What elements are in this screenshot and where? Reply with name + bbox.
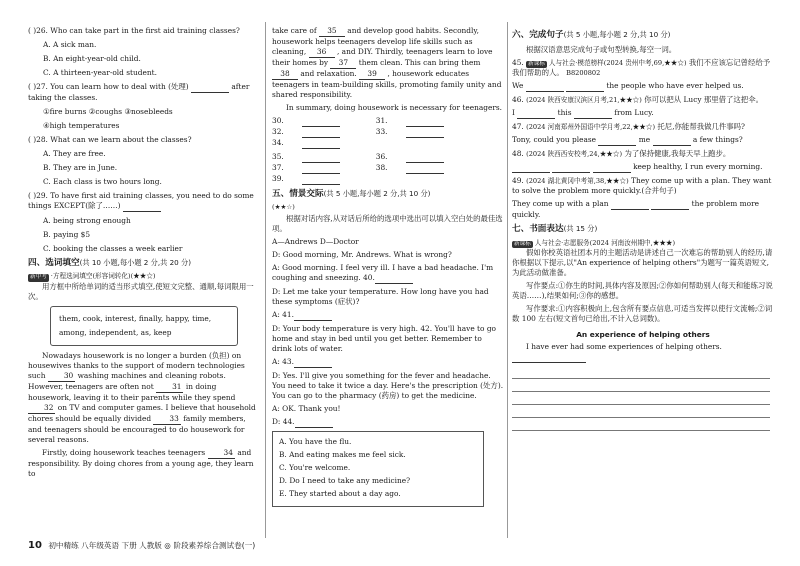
section-title: 五、情景交际(共 5 小题,每小题 2 分,共 10 分) xyxy=(272,188,431,199)
section-title: 七、书面表达(共 15 分) xyxy=(512,223,598,234)
footer-text: 初中精练 八年级英语 下册 人教版 ◎ 阶段素养综合测试卷(一) xyxy=(48,540,256,550)
answer-blank[interactable]: 39 xyxy=(359,69,385,80)
dialog-line: A: Good morning. I feel very ill. I have a bad headache. I'm coughing and sneezing. 40. xyxy=(272,263,494,283)
question-46-english: I this from Lucy. xyxy=(512,108,654,118)
dialog-roles: A—Andrews D—Doctor xyxy=(272,237,359,247)
question-47: 47. (2024 河南郑州外国语中学月考,22,★★☆) 托尼,你能帮我做几件事吗? xyxy=(512,122,746,132)
writing-line[interactable] xyxy=(512,418,770,431)
answer-blank[interactable] xyxy=(294,357,332,368)
answer-slot[interactable]: 31. xyxy=(376,116,462,127)
answer-slot[interactable]: 37. xyxy=(272,163,358,174)
option: C. Each class is two hours long. xyxy=(43,176,162,186)
dialog-line: D: Your body temperature is very high. 42. You'll have to go home and stay in bed until you get better. Remember to drink lots of water. xyxy=(272,324,497,354)
answer-slot[interactable]: 35. xyxy=(272,152,358,163)
answer-blank[interactable]: 37 xyxy=(330,58,356,69)
answer-blank[interactable] xyxy=(653,135,691,146)
answer-blank[interactable] xyxy=(566,81,604,92)
answer-slot[interactable]: 39. xyxy=(272,174,358,185)
passage-paragraph: In summary, doing housework is necessary for teenagers. xyxy=(286,102,503,112)
answer-blank[interactable]: 35 xyxy=(319,26,345,37)
passage-paragraph: take care of 35 and develop good habits. Secondly, housework helps teenagers develop life skills such as cleaning, 36 , and DIY. Thirdly, teenagers learn to love their homes by 37 them clean. This can bring them 38 and relaxation. 39 , housework educates teenagers in team-building skills, promoting family unity and shared responsibility. xyxy=(272,26,502,99)
answer-slot[interactable]: 30. xyxy=(272,116,358,127)
section-tag-line: 新中考 ·方程选词填空(形容词转化)(★★☆) xyxy=(30,272,156,281)
section-tag-line: 新课标 人与社会·志愿服务(2024 河南汝州期中,★★★) xyxy=(514,238,676,247)
answer-blank[interactable]: 34 xyxy=(208,448,235,459)
choice-option: B. And eating makes me feel sick. xyxy=(279,449,406,459)
answer-blank[interactable] xyxy=(123,201,161,212)
column-divider xyxy=(265,22,266,538)
answer-blank[interactable]: 33 xyxy=(153,414,180,425)
answer-row xyxy=(272,152,504,185)
difficulty-stars: (★★☆) xyxy=(272,203,295,212)
writing-line[interactable] xyxy=(512,366,770,379)
writing-prompt: 假如你校英语社团本月的主题活动是讲述自己一次难忘的帮助别人的经历,请你根据以下提示,以"An experience of helping others"为题写一篇英语短文,为此活动做准备。 xyxy=(512,248,773,278)
choice-option: A. You have the flu. xyxy=(279,436,352,446)
question-28: ( )28. What can we learn about the classes? xyxy=(28,134,192,144)
question-45-english: We the people who have ever helped us. xyxy=(512,81,744,91)
option: B. paying $5 xyxy=(43,229,91,239)
answer-slot[interactable]: 38. xyxy=(376,163,462,174)
dialog-line: D: Let me take your temperature. How long have you had these symptoms (症状)? xyxy=(272,287,489,307)
column-right xyxy=(512,26,774,431)
dialog-line: D: Yes. I'll give you something for the fever and headache. You need to take it twice a day. Here's the prescription (处方). You can go to the pharmacy (药房) to get the medicine. xyxy=(272,371,504,401)
dialog-line: D: 44. xyxy=(272,417,504,428)
question-29: ( )29. To have first aid training classes, you need to do some things EXCEPT(除了……) xyxy=(28,190,254,210)
answer-blank[interactable]: 32 xyxy=(28,403,55,414)
answer-blank[interactable] xyxy=(526,81,564,92)
passage-paragraph: Nowadays housework is no longer a burden (负担) on housewives thanks to the support of modern technologies such 30 washing machines and cleaning robots. However, teenagers are often not 31 in doing housework, leaving it to their parents while they spend 32 on TV and computer games. I believe that household chores should be equally divided 33 family members, and teenagers should be encouraged to do housework for several reasons. xyxy=(28,350,256,444)
section-title: 六、完成句子(共 5 小题,每小题 2 分,共 10 分) xyxy=(512,30,671,40)
answer-blank[interactable] xyxy=(191,82,229,93)
answer-slot[interactable]: 36. xyxy=(376,152,462,163)
answer-slot[interactable]: 32. xyxy=(272,127,358,138)
answer-blank[interactable]: 30 xyxy=(48,371,75,382)
answer-slot[interactable]: 34. xyxy=(272,138,358,149)
answer-blank[interactable] xyxy=(295,417,333,428)
answer-blank[interactable] xyxy=(375,273,413,284)
column-divider xyxy=(507,22,508,538)
column-left xyxy=(28,26,260,482)
word-box: them, cook, interest, finally, happy, time, among, independent, as, keep xyxy=(50,306,238,346)
answer-blank[interactable] xyxy=(294,310,332,321)
tag-badge: 新课标 xyxy=(514,240,531,247)
answer-blank[interactable] xyxy=(598,135,636,146)
dialog-line: D: Good morning, Mr. Andrews. What is wrong? xyxy=(272,250,452,260)
instructions: 用方框中所给单词的适当形式填空,使短文完整、通顺,每词限用一次。 xyxy=(28,281,254,301)
answer-blank[interactable] xyxy=(517,108,555,119)
option: A. A sick man. xyxy=(43,39,97,49)
writing-line[interactable] xyxy=(512,379,770,392)
answer-blank[interactable] xyxy=(651,199,689,210)
option: ④high temperatures xyxy=(43,120,120,130)
essay-first-line: I have ever had some experiences of helping others. xyxy=(512,342,774,363)
answer-blank[interactable]: 31 xyxy=(156,382,183,393)
choice-option: D. Do I need to take any medicine? xyxy=(279,475,411,485)
question-49: 49. (2024 湖北黄冈中考第,38,★★☆) They come up with a plan. They want to solve the problem more quickly.(合并句子) xyxy=(512,176,772,195)
answer-blank[interactable]: 38 xyxy=(272,69,298,80)
question-47-english: Tony, could you please me a few things? xyxy=(512,135,743,145)
option: ①fire burns ②coughs ③nosebleeds xyxy=(43,106,173,116)
answer-blank[interactable] xyxy=(574,108,612,119)
question-27: ( )27. You can learn how to deal with (处理) after taking the classes. xyxy=(28,81,250,102)
choice-box xyxy=(272,431,484,507)
writing-line[interactable] xyxy=(512,392,770,405)
option: C. booking the classes a week earlier xyxy=(43,243,183,253)
answer-blank[interactable] xyxy=(611,199,649,210)
writing-requirements: 写作要求:①内容积极向上,包含所有要点信息,可适当发挥以使行文流畅;②词数 100 左右(短文首句已给出,不计入总词数)。 xyxy=(512,304,773,323)
passage-paragraph: Firstly, doing housework teaches teenagers 34 and responsibility. By doing chores from a young age, they learn to xyxy=(28,447,254,478)
instructions: 根据汉语意思完成句子或句型转换,每空一词。 xyxy=(526,44,677,54)
answer-blank[interactable] xyxy=(593,162,631,173)
question-45: 45. 新课标 人与社会·模范榜样(2024 贵州中考,69,★★☆) 我们不应该忘记曾经给予我们帮助的人。 B8200802 xyxy=(512,57,771,78)
dialog-line: A: 41. xyxy=(272,310,504,321)
option: A. They are free. xyxy=(43,148,106,158)
page-footer xyxy=(28,539,255,553)
answer-blank[interactable] xyxy=(552,162,590,173)
section-title: 四、选词填空(共 10 小题,每小题 2 分,共 20 分) xyxy=(28,257,192,268)
choice-option: E. They started about a day ago. xyxy=(279,488,401,498)
question-26: ( )26. Who can take part in the first aid training classes? xyxy=(28,26,240,35)
answer-blank[interactable] xyxy=(512,162,550,173)
dialog-line: A: 43. xyxy=(272,357,504,368)
tag-badge: 新中考 xyxy=(30,274,47,281)
answer-blank[interactable]: 36 xyxy=(309,47,335,58)
option: B. An eight-year-old child. xyxy=(43,53,141,63)
option: C. A thirteen-year-old student. xyxy=(43,67,157,77)
question-48-english: keep healthy, I run every morning. xyxy=(512,162,774,173)
choice-option: C. You're welcome. xyxy=(279,462,351,472)
question-49-english: They come up with a plan the problem more quickly. xyxy=(512,198,759,219)
writing-line[interactable] xyxy=(512,405,770,418)
writing-points: 写作要点:①你生的时间,具体内容及原因;②你如何帮助别人(每天和能练习说英语……),结果如何;③你的感想。 xyxy=(512,281,773,301)
instructions: 根据对话内容,从对话后所给的选项中选出可以填入空白处的最佳选项。 xyxy=(272,214,503,234)
essay-title: An experience of helping others xyxy=(576,329,710,339)
page-number: 10 xyxy=(28,539,42,551)
question-48: 48. (2024 陕西西安校考,24,★★☆) 为了保持健康,我每天早上跑步。 xyxy=(512,149,731,159)
question-46: 46. (2024 陕西安康汉滨区月考,21,★★☆) 你可以把从 Lucy 那里借了这把伞。 xyxy=(512,95,763,105)
answer-row xyxy=(272,116,504,149)
option: A. being strong enough xyxy=(43,215,131,225)
answer-slot[interactable]: 33. xyxy=(376,127,462,138)
column-middle xyxy=(272,26,504,507)
dialog-line: A: OK. Thank you! xyxy=(272,404,341,414)
option: B. They are in June. xyxy=(43,162,118,172)
tag-badge: 新课标 xyxy=(528,60,545,67)
